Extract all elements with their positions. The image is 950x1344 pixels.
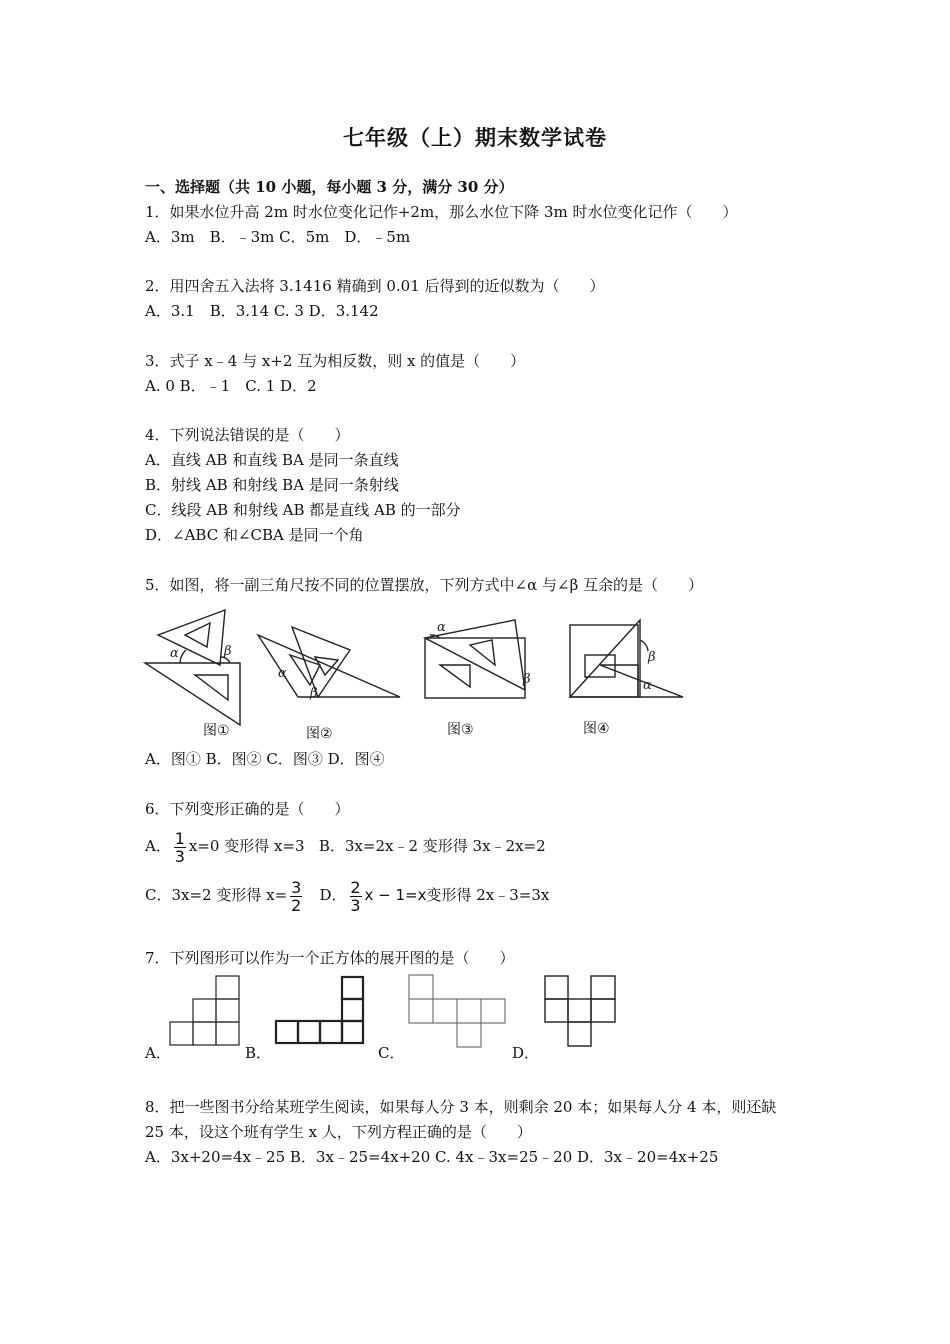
fraction-one-third (174, 830, 186, 865)
figure-3-caption: 图③ (447, 722, 474, 738)
question-6-row-1 (145, 827, 546, 865)
fraction-denominator: 3 (350, 895, 361, 915)
figure-3 (425, 620, 531, 698)
option-c-text: C．3x=2 变形得 x= (145, 886, 288, 904)
section-heading: 一、选择题（共 10 小题，每小题 3 分，满分 30 分） (145, 178, 514, 196)
fraction-two-thirds (350, 879, 362, 914)
question-8-stem-2: 25 本，设这个班有学生 x 人，下列方程正确的是（ ） (145, 1123, 532, 1141)
option-d-text: 变形得 2x﹣3=3x (426, 886, 550, 904)
option-d-equation: x − 1=x (364, 886, 427, 904)
net-d-label: D． (512, 1044, 540, 1062)
beta-label-3: β (523, 672, 531, 687)
question-2-stem: 2．用四舍五入法将 3.1416 精确到 0.01 后得到的近似数为（ ） (145, 277, 605, 295)
question-6-stem: 6．下列变形正确的是（ ） (145, 800, 350, 818)
fraction-denominator: 3 (174, 846, 185, 866)
option-d-prefix: D． (319, 886, 347, 904)
figure-4 (570, 620, 683, 697)
question-2-options: A．3.1 B．3.14 C. 3 D．3.142 (145, 302, 379, 320)
question-4-option-b: B．射线 AB 和射线 BA 是同一条射线 (145, 476, 399, 494)
figure-1-caption: 图① (203, 723, 230, 739)
figure-2-caption: 图② (306, 726, 333, 742)
fraction-numerator: 2 (350, 877, 361, 897)
beta-label-4: β (648, 650, 656, 665)
question-8-stem-1: 8．把一些图书分给某班学生阅读，如果每人分 3 本，则剩余 20 本；如果每人分 4 本，则还缺 (145, 1098, 777, 1116)
fraction-numerator: 1 (174, 828, 185, 848)
option-a-text: x=0 变形得 x=3 (188, 837, 305, 855)
figure-4-caption: 图④ (583, 721, 610, 737)
question-3-options: A. 0 B．﹣1 C. 1 D．2 (145, 377, 317, 395)
question-8-options: A．3x+20=4x﹣25 B．3x﹣25=4x+20 C. 4x﹣3x=25﹣20 D．3x﹣20=4x+25 (145, 1148, 719, 1166)
question-4-option-d: D．∠ABC 和∠CBA 是同一个角 (145, 526, 364, 544)
beta-label-1: β (224, 644, 232, 659)
question-4-stem: 4．下列说法错误的是（ ） (145, 426, 350, 444)
alpha-label-3: α (437, 620, 446, 635)
net-a-label: A． (145, 1044, 171, 1062)
net-d (545, 976, 615, 1046)
figure-1 (145, 610, 240, 725)
question-6-row-2 (145, 876, 549, 914)
question-4-option-c: C．线段 AB 和射线 AB 都是直线 AB 的一部分 (145, 501, 461, 519)
fraction-numerator: 3 (291, 877, 302, 897)
question-1-stem: 1．如果水位升高 2m 时水位变化记作+2m，那么水位下降 3m 时水位变化记作（ ） (145, 203, 738, 221)
cube-nets-figure (165, 970, 625, 1052)
option-b-text: B．3x=2x﹣2 变形得 3x﹣2x=2 (318, 837, 546, 855)
net-b (276, 977, 363, 1043)
alpha-label-1: α (170, 646, 179, 661)
option-a-prefix: A． (145, 837, 171, 855)
question-7-stem: 7．下列图形可以作为一个正方体的展开图的是（ ） (145, 949, 515, 967)
question-5-stem: 5．如图，将一副三角尺按不同的位置摆放，下列方式中∠α 与∠β 互余的是（ ） (145, 576, 704, 594)
fraction-denominator: 2 (291, 895, 302, 915)
page-title: 七年级（上）期末数学试卷 (343, 125, 607, 150)
net-c-label: C． (378, 1044, 405, 1062)
question-1-options: A．3m B．﹣3m C．5m D．﹣5m (145, 228, 411, 246)
fraction-three-halves (290, 879, 302, 914)
figure-2 (258, 627, 400, 701)
net-b-label: B． (245, 1044, 272, 1062)
alpha-label-4: α (643, 678, 652, 693)
question-3-stem: 3．式子 x﹣4 与 x+2 互为相反数，则 x 的值是（ ） (145, 352, 526, 370)
question-4-option-a: A．直线 AB 和直线 BA 是同一条直线 (145, 451, 399, 469)
net-a (170, 976, 239, 1045)
question-5-options: A．图① B．图② C．图③ D．图④ (145, 750, 385, 768)
beta-label-2: β (310, 686, 318, 701)
net-c (409, 975, 505, 1047)
alpha-label-2: α (278, 666, 287, 681)
